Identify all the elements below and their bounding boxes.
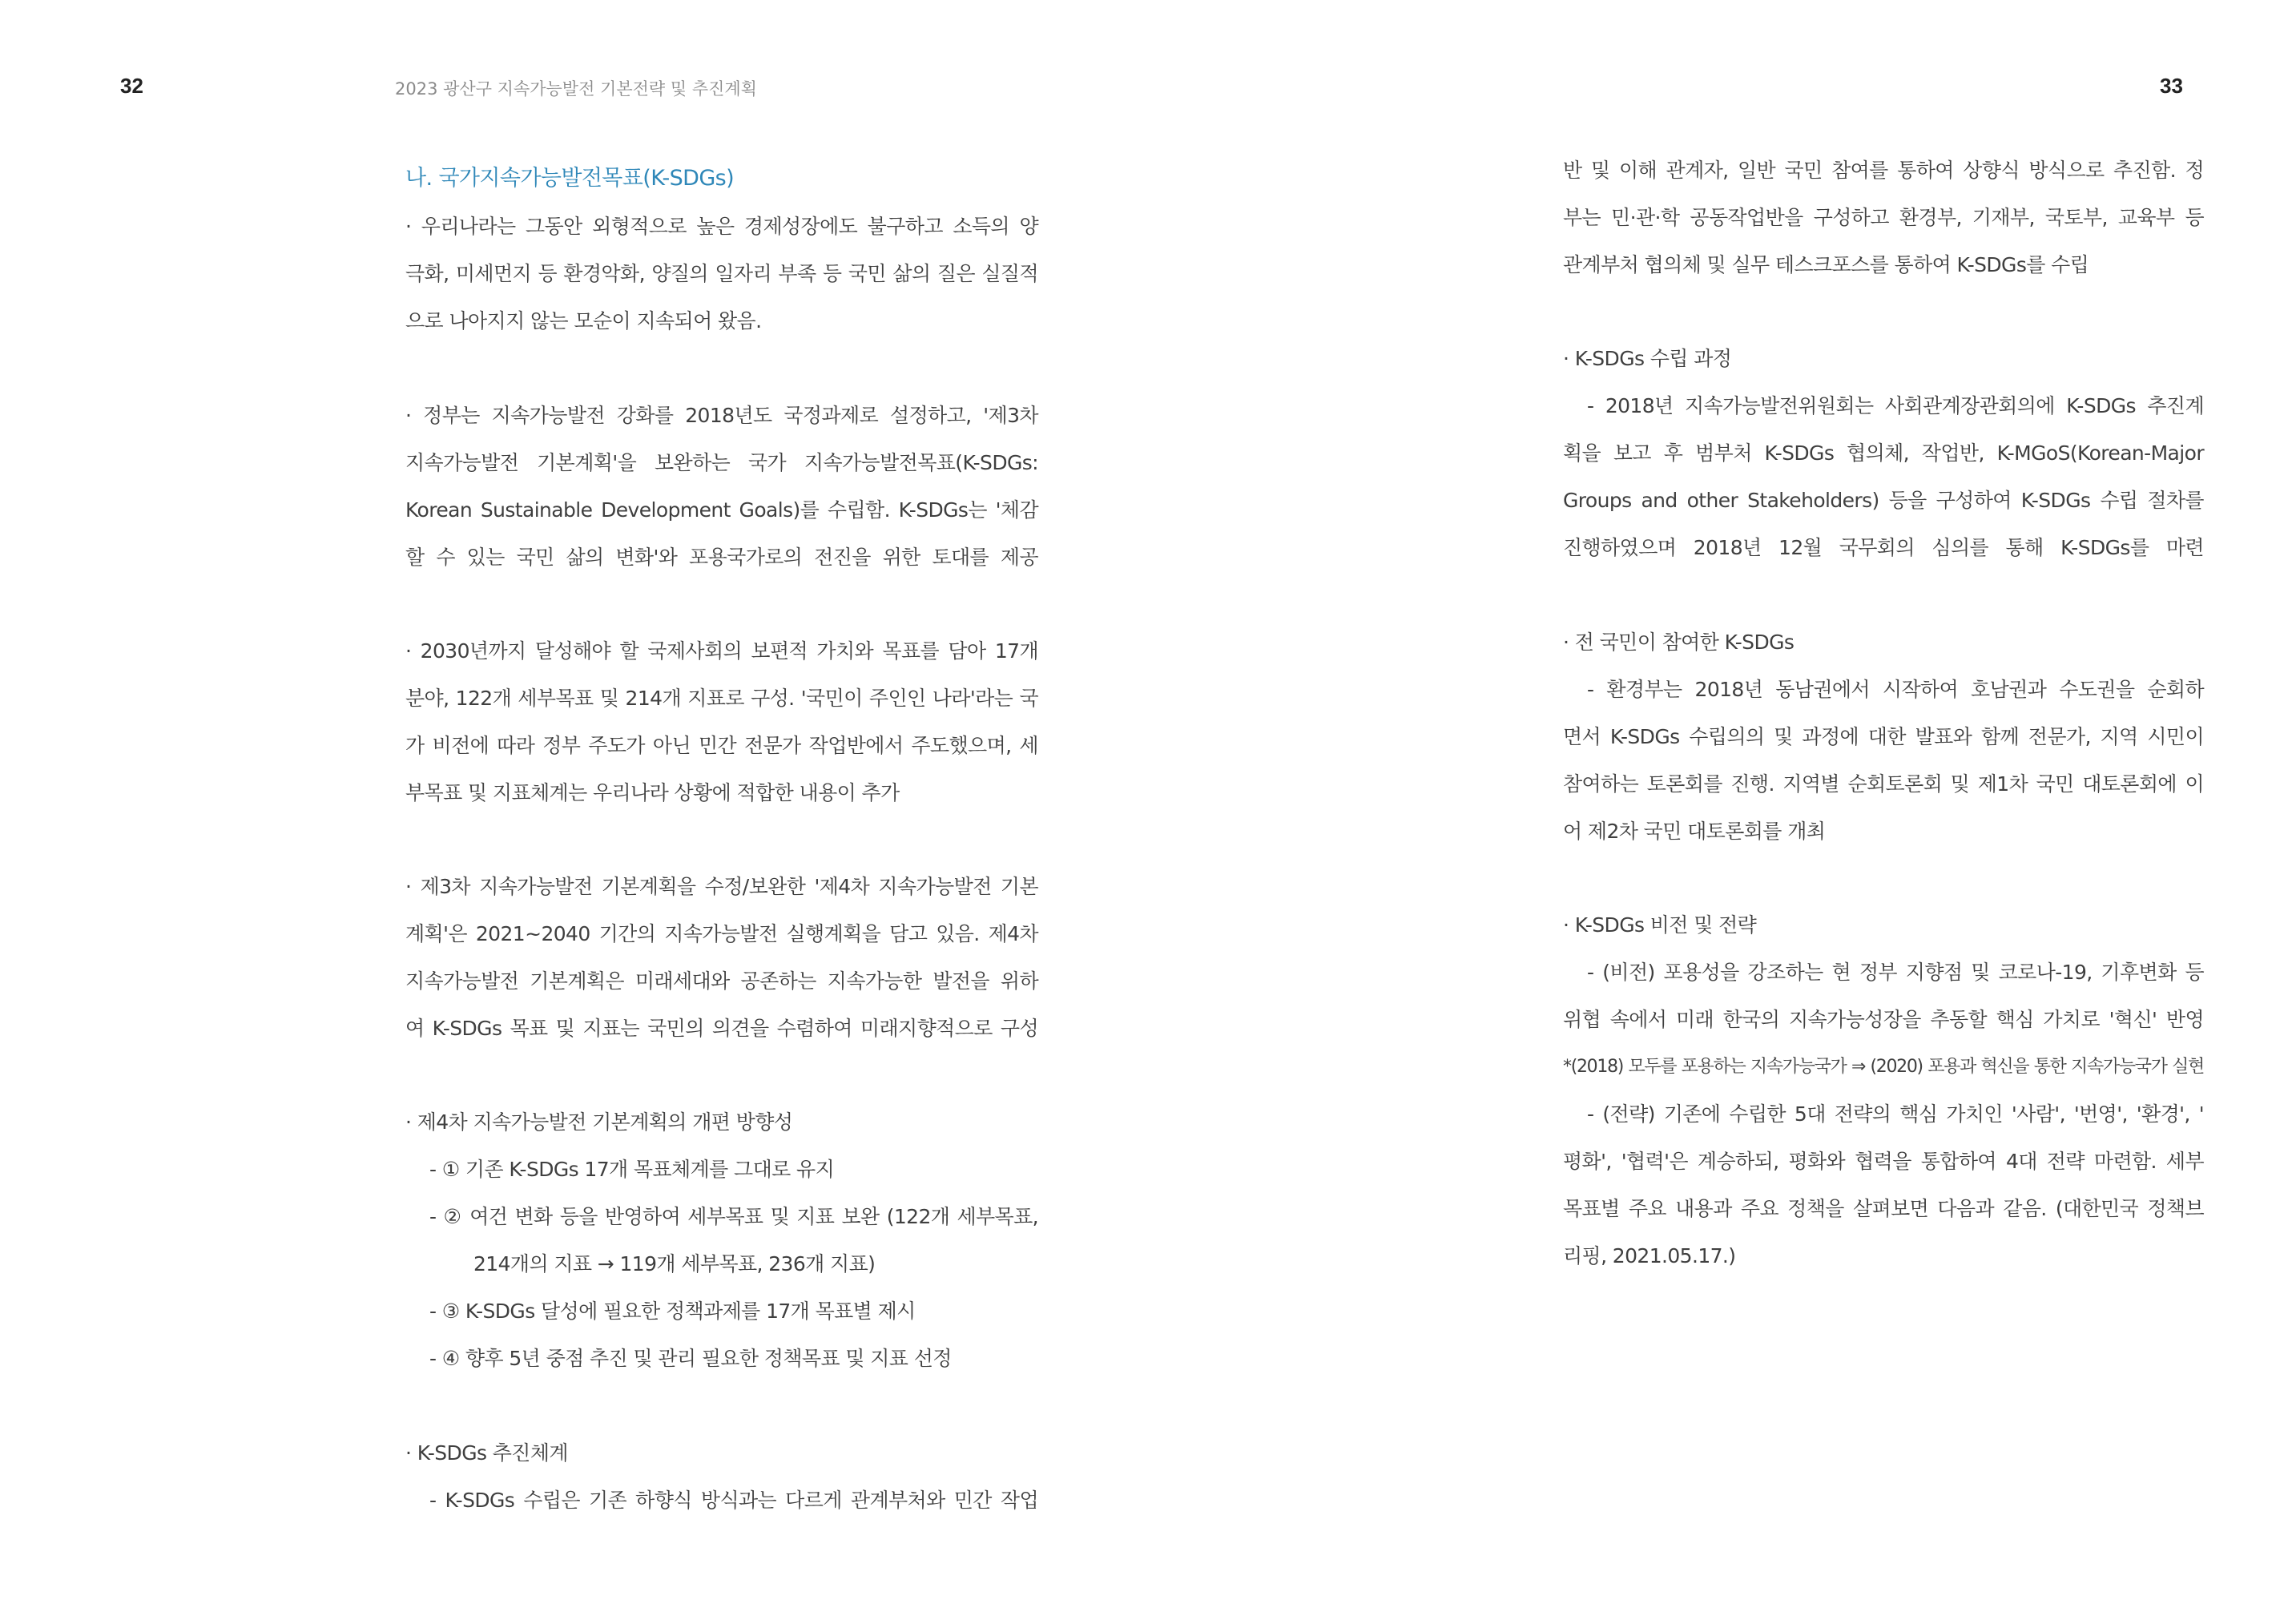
list-item: - ③ K-SDGs 달성에 필요한 정책과제를 17개 목표별 제시 bbox=[429, 1300, 916, 1323]
paragraph-line: 지속가능발전 기본계획'을 보완하는 국가 지속가능발전목표(K-SDGs: bbox=[405, 451, 1038, 474]
paragraph-line: 계획'은 2021~2040 기간의 지속가능발전 실행계획을 담고 있음. 제4차 bbox=[405, 922, 1038, 945]
list-heading: · K-SDGs 추진체계 bbox=[405, 1441, 568, 1465]
list-item: 위협 속에서 미래 한국의 지속가능성장을 추동할 핵심 가치로 '혁신' 반영 bbox=[1563, 1008, 2204, 1031]
list-heading: · 전 국민이 참여한 K-SDGs bbox=[1563, 631, 1795, 654]
paragraph-line: 으로 나아지지 않는 모순이 지속되어 왔음. bbox=[405, 309, 762, 332]
paragraph-line: · 2030년까지 달성해야 할 국제사회의 보편적 가치와 목표를 담아 17개 bbox=[405, 639, 1038, 663]
list-item: - 환경부는 2018년 동남권에서 시작하여 호남권과 수도권을 순회하 bbox=[1587, 678, 2204, 701]
list-item: 진행하였으며 2018년 12월 국무회의 심의를 통해 K-SDGs를 마련 bbox=[1563, 536, 2204, 559]
list-item: 평화', '협력'은 계승하되, 평화와 협력을 통합하여 4대 전략 마련함. 세부 bbox=[1563, 1150, 2204, 1173]
list-item: 리핑, 2021.05.17.) bbox=[1563, 1244, 1736, 1267]
list-item: 획을 보고 후 범부처 K-SDGs 협의체, 작업반, K-MGoS(Korean-Major bbox=[1563, 441, 2204, 465]
list-item: - (비전) 포용성을 강조하는 현 정부 지향점 및 코로나-19, 기후변화 등 bbox=[1587, 961, 2204, 984]
list-item: - ① 기존 K-SDGs 17개 목표체계를 그대로 유지 bbox=[429, 1158, 835, 1181]
list-item: - ④ 향후 5년 중점 추진 및 관리 필요한 정책목표 및 지표 선정 bbox=[429, 1347, 952, 1370]
list-heading: · 제4차 지속가능발전 기본계획의 개편 방향성 bbox=[405, 1110, 793, 1134]
section-title: 나. 국가지속가능발전목표(K-SDGs) bbox=[405, 166, 735, 191]
list-item: - K-SDGs 수립은 기존 하향식 방식과는 다르게 관계부처와 민간 작업 bbox=[429, 1489, 1038, 1512]
list-item: 참여하는 토론회를 진행. 지역별 순회토론회 및 제1차 국민 대토론회에 이 bbox=[1563, 772, 2204, 796]
footnote: *(2018) 모두를 포용하는 지속가능국가 ⇒ (2020) 포용과 혁신을 통한 지속가능국가 실현 bbox=[1563, 1057, 2204, 1077]
paragraph-line: 가 비전에 따라 정부 주도가 아닌 민간 전문가 작업반에서 주도했으며, 세 bbox=[405, 734, 1038, 757]
paragraph-line: 분야, 122개 세부목표 및 214개 지표로 구성. '국민이 주인인 나라'라는 국 bbox=[405, 687, 1038, 710]
paragraph-line: 반 및 이해 관계자, 일반 국민 참여를 통하여 상향식 방식으로 추진함. 정 bbox=[1563, 159, 2204, 182]
paragraph-line: Korean Sustainable Development Goals)를 수립함. K-SDGs는 '체감 bbox=[405, 498, 1038, 522]
list-item: 214개의 지표 → 119개 세부목표, 236개 지표) bbox=[473, 1252, 876, 1275]
paragraph-line: 관계부처 협의체 및 실무 테스크포스를 통하여 K-SDGs를 수립 bbox=[1563, 253, 2089, 276]
list-item: 목표별 주요 내용과 주요 정책을 살펴보면 다음과 같음. (대한민국 정책브 bbox=[1563, 1197, 2204, 1220]
list-heading: · K-SDGs 수립 과정 bbox=[1563, 347, 1732, 370]
paragraph-line: 부목표 및 지표체계는 우리나라 상황에 적합한 내용이 추가 bbox=[405, 781, 900, 804]
paragraph-line: · 제3차 지속가능발전 기본계획을 수정/보완한 '제4차 지속가능발전 기본 bbox=[405, 875, 1038, 898]
paragraph-line: 극화, 미세먼지 등 환경악화, 양질의 일자리 부족 등 국민 삶의 질은 실질적 bbox=[405, 262, 1038, 285]
paragraph-line: 지속가능발전 기본계획은 미래세대와 공존하는 지속가능한 발전을 위하 bbox=[405, 969, 1038, 993]
page-number-left: 32 bbox=[120, 74, 143, 98]
list-item: 어 제2차 국민 대토론회를 개최 bbox=[1563, 820, 1826, 843]
paragraph-line: · 정부는 지속가능발전 강화를 2018년도 국정과제로 설정하고, '제3차 bbox=[405, 404, 1038, 427]
list-item: - (전략) 기존에 수립한 5대 전략의 핵심 가치인 '사람', '번영', '환경', ' bbox=[1587, 1102, 2204, 1126]
paragraph-line: 여 K-SDGs 목표 및 지표는 국민의 의견을 수렴하여 미래지향적으로 구성 bbox=[405, 1017, 1038, 1040]
paragraph-line: 부는 민·관·학 공동작업반을 구성하고 환경부, 기재부, 국토부, 교육부 등 bbox=[1563, 206, 2204, 229]
list-item: Groups and other Stakeholders) 등을 구성하여 K-SDGs 수립 절차를 bbox=[1563, 489, 2204, 512]
list-item: 면서 K-SDGs 수립의의 및 과정에 대한 발표와 함께 전문가, 지역 시민이 bbox=[1563, 725, 2204, 748]
list-item: - ② 여건 변화 등을 반영하여 세부목표 및 지표 보완 (122개 세부목표, bbox=[429, 1205, 1038, 1228]
running-header: 2023 광산구 지속가능발전 기본전략 및 추진계획 bbox=[395, 79, 757, 99]
page-number-right: 33 bbox=[2160, 74, 2183, 98]
paragraph-line: · 우리나라는 그동안 외형적으로 높은 경제성장에도 불구하고 소득의 양 bbox=[405, 215, 1038, 238]
list-item: - 2018년 지속가능발전위원회는 사회관계장관회의에 K-SDGs 추진계 bbox=[1587, 394, 2204, 417]
list-heading: · K-SDGs 비전 및 전략 bbox=[1563, 913, 1757, 937]
paragraph-line: 할 수 있는 국민 삶의 변화'와 포용국가로의 전진을 위한 토대를 제공 bbox=[405, 546, 1038, 569]
